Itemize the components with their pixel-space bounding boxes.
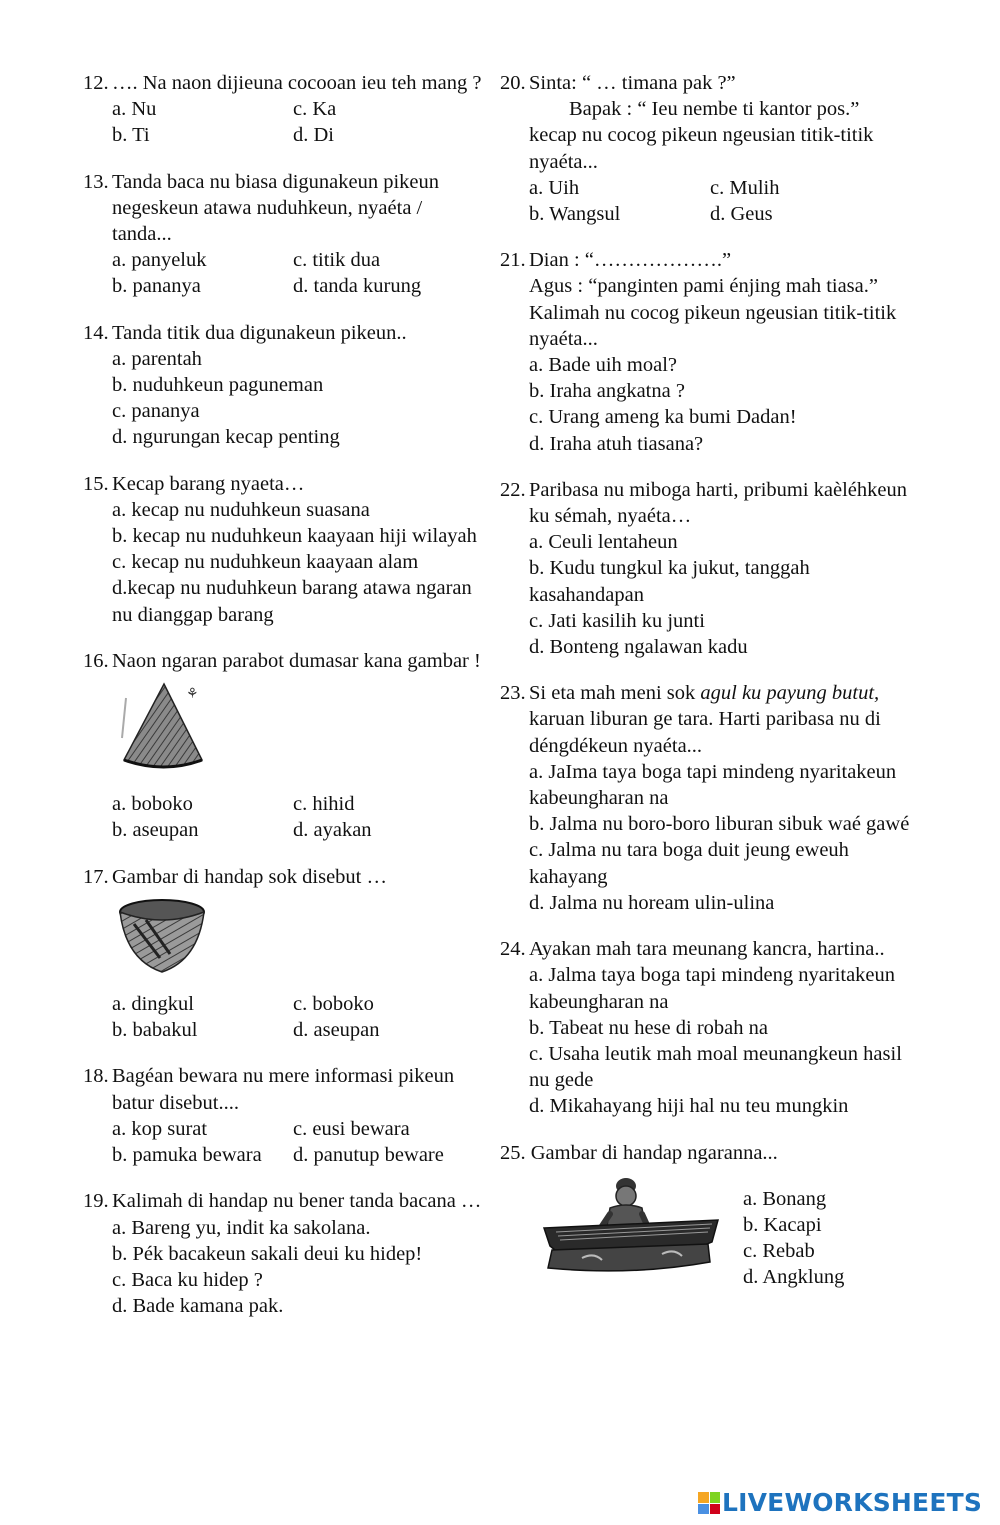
answer-options [83,96,483,148]
option-d[interactable]: d. Bonteng ngalawan kadu [529,636,748,659]
option-b[interactable]: b. kecap nu nuduhkeun kaayaan hiji wilayah [112,525,477,548]
proverb-italic: agul ku payung butut, [700,682,880,705]
question-text-body: Gambar di handap ngaranna... [525,1141,778,1164]
option-a[interactable]: a. dingkul [112,993,194,1016]
question-number: 19. [83,1190,109,1213]
option-b[interactable]: b. Jalma nu boro-boro liburan sibuk waé gawé [529,813,910,836]
logo-square [698,1492,709,1503]
option-c[interactable]: c. Jalma nu tara boga duit jeung eweuh kahayang [529,839,849,888]
question-13 [83,169,483,300]
question-17 [83,864,483,1044]
option-d[interactable]: d. Bade kamana pak. [112,1295,284,1318]
option-d[interactable]: d. Geus [710,203,773,226]
question-15 [83,471,483,628]
question-text-start: Si eta mah meni sok [529,682,701,705]
option-d[interactable]: d. panutup beware [293,1144,444,1167]
option-d[interactable]: d. aseupan [293,1019,380,1042]
option-b[interactable]: b. pananya [112,275,201,298]
question-text: Tanda titik dua digunakeun pikeun.. [112,321,407,344]
option-b[interactable]: b. aseupan [112,819,199,842]
woven-basket-image [112,894,212,978]
option-c[interactable]: c. hihid [293,793,355,816]
question-21 [500,247,920,457]
answer-options [500,759,920,916]
answer-options [83,791,483,843]
option-b[interactable]: b. Kacapi [743,1213,822,1236]
answer-options [500,175,920,227]
question-text: Kalimah di handap nu bener tanda bacana … [112,1190,482,1213]
option-a[interactable]: a. kop surat [112,1117,208,1140]
answer-options [743,1186,844,1291]
question-text: …. Na naon dijieuna cocooan ieu teh mang ? [112,72,482,94]
option-c[interactable]: c. titik dua [293,249,381,272]
question-23 [500,680,920,916]
option-b[interactable]: b. Kudu tungkul ka jukut, tanggah kasahandapan [529,557,810,606]
question-number: 17. [83,865,109,888]
option-c[interactable]: c. boboko [293,993,374,1016]
option-b[interactable]: b. babakul [112,1019,198,1042]
question-text-end: karuan liburan ge tara. Harti paribasa nu di déngdékeun nyaéta... [529,708,881,757]
option-c[interactable]: c. eusi bewara [293,1117,410,1140]
right-column [500,70,920,1322]
option-d[interactable]: d. Jalma nu hoream ulin-ulina [529,891,775,914]
option-b[interactable]: b. Iraha angkatna ? [529,380,685,403]
question-number: 15. [83,472,109,495]
question-text: Ayakan mah tara meunang kancra, hartina.. [529,938,885,961]
question-16 [83,648,483,844]
question-text: Naon ngaran parabot dumasar kana gambar ! [112,649,481,672]
question-number: 13. [83,170,109,193]
question-24 [500,936,920,1119]
question-number: 24. [500,938,526,961]
option-d[interactable]: d. tanda kurung [293,275,422,298]
logo-square [710,1504,721,1515]
question-text [500,1140,920,1166]
dialogue-line-2: Bapak : “ Ieu nembe ti kantor pos.” [569,98,860,121]
option-b[interactable]: b. nuduhkeun paguneman [112,374,324,397]
answer-options [83,346,483,451]
question-text: Kalimah nu cocog pikeun ngeusian titik-titik nyaéta... [529,301,897,350]
left-column [83,70,483,1339]
question-number: 18. [83,1065,109,1088]
dialogue-line-2: Agus : “panginten pami énjing mah tiasa.” [529,275,878,298]
answer-options [83,1215,483,1320]
option-a[interactable]: a. boboko [112,793,193,816]
question-18 [83,1063,483,1168]
option-c[interactable]: c. Rebab [743,1240,815,1263]
option-b[interactable]: b. Tabeat nu hese di robah na [529,1016,768,1039]
question-14 [83,320,483,451]
option-d[interactable]: d. Angklung [743,1266,845,1289]
option-b[interactable]: b. Wangsul [529,203,621,226]
option-c[interactable]: c. pananya [112,400,200,423]
option-d[interactable]: d.kecap nu nuduhkeun barang atawa ngaran nu dianggap barang [112,577,472,626]
option-d[interactable]: d. ayakan [293,819,372,842]
option-c[interactable]: c. kecap nu nuduhkeun kaayaan alam [112,551,419,574]
option-b[interactable]: b. Ti [112,124,150,147]
question-text: Gambar di handap sok disebut … [112,865,387,888]
option-a[interactable]: a. JaIma taya boga tapi mindeng nyaritakeun kabeungharan na [529,760,897,810]
option-d[interactable]: d. Iraha atuh tiasana? [529,432,704,455]
answer-options [500,529,920,660]
basket-picture [83,894,483,985]
option-a[interactable]: a. panyeluk [112,249,207,272]
aseupan-picture [83,678,483,785]
question-text: Kecap barang nyaeta… [112,472,305,495]
question-number: 20. [500,72,526,94]
option-c[interactable]: c. Urang ameng ka bumi Dadan! [529,406,797,429]
logo-icon [698,1492,720,1514]
kacapi-player-image [542,1172,722,1290]
question-number: 25. [500,1141,526,1164]
question-text: kecap nu cocog pikeun ngeusian titik-titik nyaéta... [529,124,874,173]
question-number: 14. [83,321,109,344]
question-12 [83,70,483,149]
logo-square [710,1492,721,1503]
answer-options [83,1116,483,1168]
option-d[interactable]: d. Di [293,124,334,147]
option-a[interactable]: a. Bareng yu, indit ka sakolana. [112,1216,371,1239]
option-c[interactable]: c. Baca ku hidep ? [112,1268,263,1291]
option-c[interactable]: c. Jati kasilih ku junti [529,609,705,632]
question-number: 12. [83,72,109,94]
option-a[interactable]: a. Uih [529,176,580,199]
question-number: 22. [500,478,526,501]
question-22 [500,477,920,660]
option-a[interactable]: a. parentah [112,347,202,370]
answer-options [83,497,483,628]
svg-text:⚘: ⚘ [186,686,199,703]
option-a[interactable]: a. Bade uih moal? [529,354,678,377]
logo-text: LIVEWORKSHEETS [722,1488,983,1517]
question-19 [83,1188,483,1319]
answer-options [83,991,483,1043]
option-d[interactable]: d. Mikahayang hiji hal nu teu mungkin [529,1095,849,1118]
option-c[interactable]: c. Usaha leutik mah moal meunangkeun hasil nu gede [529,1042,902,1092]
option-b[interactable]: b. Pék bacakeun sakali deui ku hidep! [112,1242,423,1265]
answer-options [500,962,920,1119]
question-text: Paribasa nu miboga harti, pribumi kaèléhkeun ku sémah, nyaéta… [529,478,908,528]
option-a[interactable]: a. Bonang [743,1187,827,1210]
option-c[interactable]: c. Ka [293,98,337,121]
cone-basket-image [112,678,212,778]
question-number: 23. [500,682,526,705]
question-20 [500,70,920,227]
question-number: 21. [500,249,526,272]
option-d[interactable]: d. ngurungan kecap penting [112,426,340,449]
logo-square [698,1504,709,1515]
question-25 [500,1140,920,1302]
option-a[interactable]: a. kecap nu nuduhkeun suasana [112,498,370,521]
option-c[interactable]: c. Mulih [710,176,780,199]
question-text [500,680,920,759]
answer-options [500,352,920,457]
q25-content [500,1172,920,1302]
option-b[interactable]: b. pamuka bewara [112,1144,262,1167]
dialogue-line-1: Sinta: “ … timana pak ?” [529,72,736,94]
answer-options [83,247,483,299]
liveworksheets-logo[interactable] [698,1490,982,1516]
option-a[interactable]: a. Jalma taya boga tapi mindeng nyaritakeun kabeungharan na [529,964,896,1013]
question-text: Bagéan bewara nu mere informasi pikeun batur disebut.... [112,1065,455,1114]
question-text: Tanda baca nu biasa digunakeun pikeun negeskeun atawa nuduhkeun, nyaéta / tanda... [112,170,440,246]
question-number: 16. [83,649,109,672]
option-a[interactable]: a. Ceuli lentaheun [529,531,678,554]
option-a[interactable]: a. Nu [112,98,157,121]
dialogue-line-1: Dian : “……………….” [529,249,732,272]
